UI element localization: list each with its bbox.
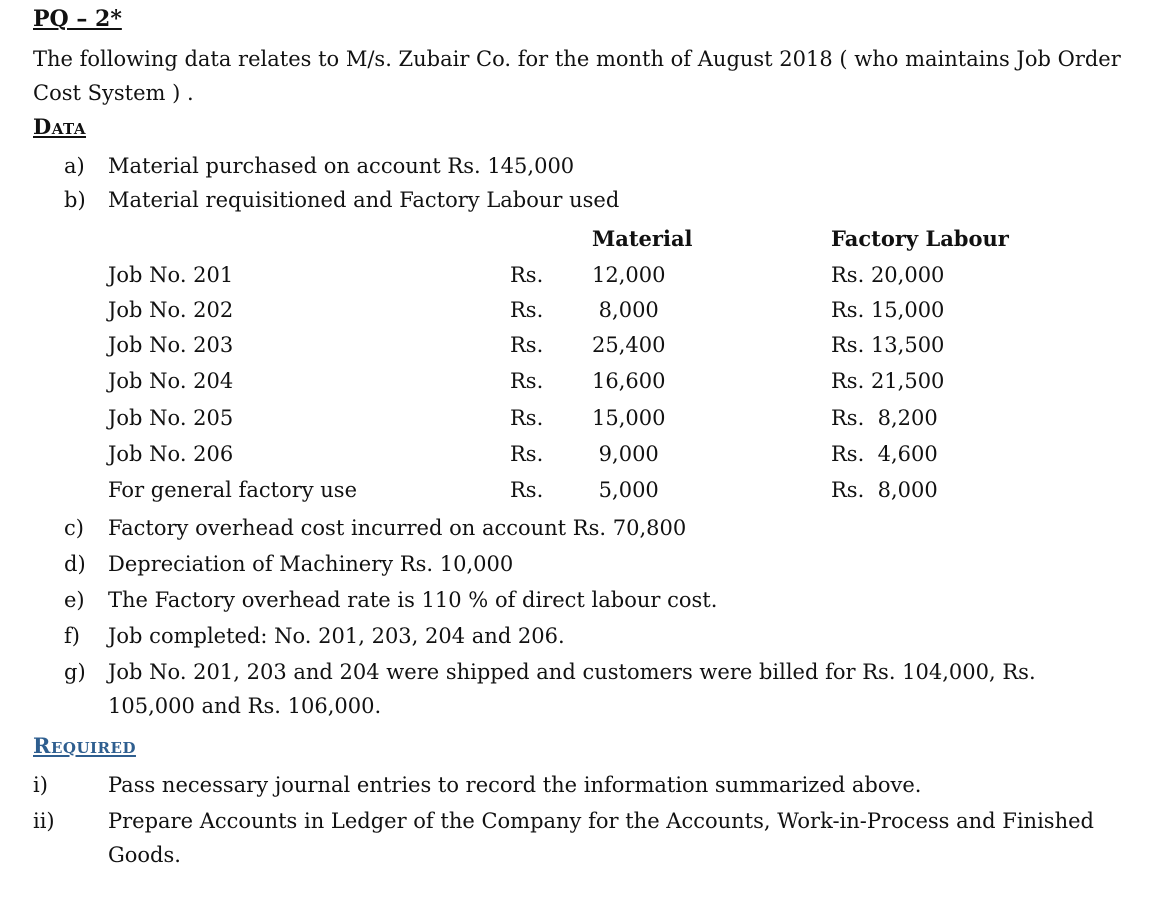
question-heading: PQ – 2* (33, 6, 122, 32)
list-text: Job No. 201, 203 and 204 were shipped and customers were billed for Rs. 104,000, Rs. (108, 660, 1036, 684)
material-cell: 15,000 (592, 406, 666, 430)
job-cell: For general factory use (108, 478, 357, 502)
list-text: Factory overhead cost incurred on account Rs. 70,800 (108, 516, 687, 540)
currency-cell: Rs. (510, 298, 544, 322)
list-item-a (64, 149, 1144, 183)
material-cell: 25,400 (592, 333, 666, 357)
required-section-title: Required (33, 733, 136, 758)
list-marker: c) (64, 516, 84, 540)
table-row (0, 293, 1170, 327)
labour-cell: Rs. 15,000 (831, 298, 945, 322)
required-text: Pass necessary journal entries to record the information summarized above. (108, 773, 922, 797)
list-marker: e) (64, 588, 85, 612)
material-cell: 9,000 (592, 442, 659, 466)
table-header-row (0, 222, 1170, 256)
list-marker: g) (64, 660, 86, 684)
table-row (0, 258, 1170, 292)
list-text: Job completed: No. 201, 203, 204 and 206. (108, 624, 565, 648)
job-cell: Job No. 202 (108, 298, 234, 322)
labour-cell: Rs. 20,000 (831, 263, 945, 287)
list-marker: a) (64, 154, 85, 178)
list-item-d (64, 547, 1144, 581)
list-marker: f) (64, 624, 80, 648)
job-cell: Job No. 205 (108, 406, 234, 430)
required-marker: ii) (33, 809, 55, 833)
table-row (0, 437, 1170, 471)
list-text: Material purchased on account Rs. 145,000 (108, 154, 575, 178)
table-row (0, 328, 1170, 362)
required-item-i (33, 768, 1143, 802)
list-item-b (64, 183, 1144, 217)
required-item-ii (33, 804, 1143, 872)
data-section-title: Data (33, 114, 87, 139)
material-cell: 12,000 (592, 263, 666, 287)
list-text: The Factory overhead rate is 110 % of direct labour cost. (108, 588, 718, 612)
list-marker: d) (64, 552, 86, 576)
currency-cell: Rs. (510, 406, 544, 430)
list-item-f (64, 619, 1144, 653)
currency-cell: Rs. (510, 263, 544, 287)
required-marker: i) (33, 773, 48, 797)
intro-paragraph: The following data relates to M/s. Zubair Co. for the month of August 2018 ( who maintains Job Order Cost System ) . (33, 47, 1121, 105)
material-cell: 5,000 (592, 478, 659, 502)
currency-cell: Rs. (510, 442, 544, 466)
list-marker: b) (64, 188, 86, 212)
list-text: Depreciation of Machinery Rs. 10,000 (108, 552, 514, 576)
labour-cell: Rs. 13,500 (831, 333, 945, 357)
currency-cell: Rs. (510, 333, 544, 357)
job-cell: Job No. 203 (108, 333, 234, 357)
list-item-c (64, 511, 1144, 545)
labour-cell: Rs. 8,200 (831, 406, 938, 430)
list-text: Material requisitioned and Factory Labour used (108, 188, 620, 212)
header-factory-labour: Factory Labour (831, 226, 1009, 251)
labour-cell: Rs. 4,600 (831, 442, 938, 466)
material-cell: 16,600 (592, 369, 666, 393)
header-material: Material (592, 226, 693, 251)
table-row (0, 401, 1170, 435)
list-text-continued: 105,000 and Rs. 106,000. (108, 694, 382, 718)
table-row (0, 473, 1170, 507)
list-item-g (64, 655, 1144, 723)
job-cell: Job No. 206 (108, 442, 234, 466)
job-cell: Job No. 204 (108, 369, 234, 393)
currency-cell: Rs. (510, 478, 544, 502)
labour-cell: Rs. 21,500 (831, 369, 945, 393)
material-cell: 8,000 (592, 298, 659, 322)
table-row (0, 364, 1170, 398)
required-text: Prepare Accounts in Ledger of the Company for the Accounts, Work-in-Process and Finished Goods. (108, 809, 1094, 867)
list-item-e (64, 583, 1144, 617)
job-cell: Job No. 201 (108, 263, 234, 287)
labour-cell: Rs. 8,000 (831, 478, 938, 502)
currency-cell: Rs. (510, 369, 544, 393)
